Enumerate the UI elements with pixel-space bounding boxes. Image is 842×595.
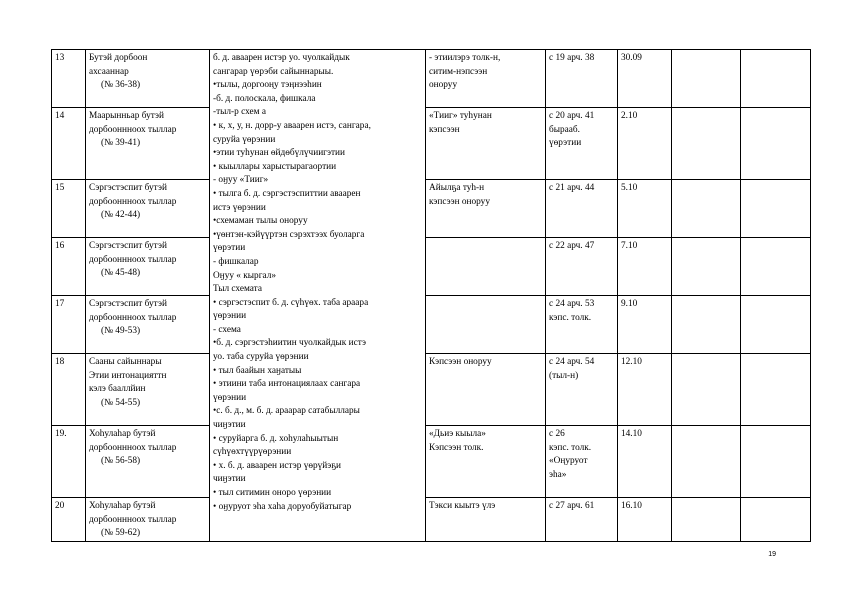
lesson-number-cell [52, 426, 86, 498]
lesson-topic-cell [86, 498, 210, 542]
lesson-content-cell [210, 50, 426, 542]
text-line: Маарынньар бутэй [89, 111, 164, 121]
text-line: - оӈуу «Тииг» [213, 175, 269, 186]
table-row [52, 108, 811, 180]
text-line: • этиини таба интонациялаах сангара [213, 379, 361, 390]
text-line: дорбооннноох тыллар [89, 312, 177, 323]
text-line: Кэпсээн оноруу [429, 357, 492, 367]
lesson-topic-cell [86, 354, 210, 426]
text-line: ахсааннар [89, 66, 129, 77]
text-line: - фишкалар [213, 256, 259, 267]
text-line: (тыл-н) [549, 370, 579, 381]
page-range: (№ 54-55) [101, 397, 141, 408]
text-line: дорбооннноох тыллар [89, 442, 177, 453]
text-line: «Тииг» туһунан [429, 111, 492, 121]
text-line: -тыл-р схем а [213, 107, 266, 118]
lesson-date: 12.10 [621, 357, 642, 367]
text-line: кэпсээн оноруу [429, 196, 490, 207]
text-line: Сэргэстэспит бутэй [89, 299, 167, 309]
empty-cell [672, 296, 741, 354]
empty-cell [741, 296, 811, 354]
text-line: с 20 арч. 41 [549, 111, 595, 121]
text-line: • тыл ситимин оноро үөрэнии [213, 488, 332, 498]
text-line: кэпс. толк. [549, 312, 592, 323]
text-line: Хоһулаһар бутэй [89, 429, 156, 439]
lesson-date: 14.10 [621, 429, 642, 439]
work-type-cell [426, 50, 546, 108]
text-line: Кэпсээн толк. [429, 442, 484, 453]
text-line: с 24 арч. 54 [549, 357, 595, 367]
text-line: дорбооннноох тыллар [89, 254, 177, 265]
lesson-number-cell [52, 50, 86, 108]
lesson-number-cell [52, 354, 86, 426]
text-line: •б. д. сэргэстэһиитин чуолкайдык истэ [213, 338, 366, 349]
text-line: Тыл схемата [213, 284, 262, 295]
text-line: с 21 арч. 44 [549, 183, 595, 193]
text-line: с 22 арч. 47 [549, 241, 595, 251]
text-line: •тылы, доргооӊу тэӊнээһин [213, 80, 322, 91]
work-type-cell [426, 426, 546, 498]
text-line: суруйа үөрэнии [213, 134, 276, 145]
lesson-number: 20 [55, 501, 65, 511]
empty-cell [672, 426, 741, 498]
work-type-cell [426, 498, 546, 542]
reference-cell [546, 50, 618, 108]
text-line: дорбооннноох тыллар [89, 124, 177, 135]
text-line: Этии интонацияттн [89, 370, 167, 381]
lesson-number: 16 [55, 241, 65, 251]
lesson-topic-cell [86, 426, 210, 498]
text-line: «Дьиэ кыыла» [429, 429, 486, 439]
table-row [52, 426, 811, 498]
empty-cell [672, 238, 741, 296]
text-line: •үөнтэн-кэйүүртэн сэрэхтээх буоларга [213, 229, 365, 240]
lesson-date: 30.09 [621, 53, 642, 63]
lesson-number: 14 [55, 111, 65, 121]
lesson-date: 2.10 [621, 111, 638, 121]
text-line: б. д. аваарен истэр уо. чуолкайдык [213, 53, 350, 63]
work-type-cell [426, 238, 546, 296]
lesson-number: 19. [55, 429, 67, 439]
reference-cell [546, 296, 618, 354]
reference-cell [546, 426, 618, 498]
page-range: (№ 36-38) [101, 80, 141, 91]
text-line: • тыл баайын хаӈатыы [213, 365, 302, 376]
text-line: Тэкси кыытэ үлэ [429, 501, 496, 511]
text-line: • оӈуруот эһа хаһа доруобуйатыгар [213, 501, 352, 512]
text-line: кэпс. толк. [549, 442, 592, 453]
page-range: (№ 56-58) [101, 456, 141, 467]
lesson-date: 16.10 [621, 501, 642, 511]
text-line: с 26 [549, 429, 565, 439]
reference-cell [546, 238, 618, 296]
text-line: Оӈуу « кыргал» [213, 270, 277, 281]
lesson-topic-cell [86, 50, 210, 108]
empty-cell [672, 354, 741, 426]
table-row [52, 180, 811, 238]
lesson-number: 18 [55, 357, 65, 367]
work-type-cell [426, 354, 546, 426]
text-line: уо. таба суруйа үөрэнии [213, 352, 309, 363]
text-line: • сэргэстэспит б. д. сүһүөх. таба араара [213, 297, 369, 308]
text-line: үөрэнии [213, 392, 247, 403]
empty-cell [741, 498, 811, 542]
text-line: с 24 арч. 53 [549, 299, 595, 309]
text-line: үөрэтии [549, 138, 582, 149]
page-range: (№ 42-44) [101, 210, 141, 221]
text-line: бырааб. [549, 124, 580, 135]
date-cell [618, 238, 672, 296]
lesson-topic-cell [86, 108, 210, 180]
reference-cell [546, 180, 618, 238]
table-row [52, 354, 811, 426]
lesson-date: 5.10 [621, 183, 638, 193]
text-line: чиӈэтии [213, 420, 246, 431]
lesson-number: 15 [55, 183, 65, 193]
text-line: • суруйарга б. д. хоһулаһыытын [213, 433, 339, 444]
work-type-cell [426, 180, 546, 238]
text-line: Сааны сайыннары [89, 357, 162, 367]
text-line: Хоһулаһар бутэй [89, 501, 156, 511]
lesson-number-cell [52, 498, 86, 542]
empty-cell [741, 50, 811, 108]
lesson-number-cell [52, 238, 86, 296]
text-line: - этиилэрэ толк-н, [429, 53, 501, 63]
lesson-date: 9.10 [621, 299, 638, 309]
page-number: 19 [768, 551, 776, 558]
empty-cell [741, 180, 811, 238]
text-line: эһа» [549, 469, 567, 480]
text-line: үөрэтии [213, 243, 246, 254]
text-line: дорбооннноох тыллар [89, 196, 177, 207]
lesson-topic-cell [86, 296, 210, 354]
text-line: Сэргэстэспит бутэй [89, 241, 167, 251]
date-cell [618, 426, 672, 498]
empty-cell [741, 108, 811, 180]
date-cell [618, 180, 672, 238]
table-row [52, 50, 811, 108]
date-cell [618, 498, 672, 542]
text-line: • кыыллары харыстырагаортии [213, 161, 337, 172]
text-line: кэлэ бааллйин [89, 384, 146, 395]
text-line: -б. д. полоскала, фишкала [213, 93, 316, 104]
text-line: чиӈэтии [213, 474, 246, 485]
page-range: (№ 59-62) [101, 528, 141, 539]
empty-cell [741, 354, 811, 426]
work-type-cell [426, 296, 546, 354]
text-line: «Оӊуруот [549, 456, 588, 467]
text-line: • к, х, у, н. дорр-у аваарен истэ, сангара, [213, 120, 371, 131]
lesson-date: 7.10 [621, 241, 638, 251]
reference-cell [546, 108, 618, 180]
text-line: сүһүөхтүүрүөрэнии [213, 447, 292, 458]
lesson-topic-cell [86, 238, 210, 296]
empty-cell [672, 498, 741, 542]
lesson-number: 17 [55, 299, 65, 309]
text-line: с 27 арч. 61 [549, 501, 595, 511]
reference-cell [546, 498, 618, 542]
text-line: •этии туһунан өйдөбүлүчиигэтии [213, 148, 345, 159]
date-cell [618, 108, 672, 180]
lesson-number-cell [52, 180, 86, 238]
date-cell [618, 354, 672, 426]
text-line: •с. б. д., м. б. д. араарар сатабыллары [213, 406, 360, 417]
empty-cell [672, 180, 741, 238]
text-line: үөрэнии [213, 311, 247, 322]
text-line: Айылҕа туһ-н [429, 183, 485, 193]
text-line: дорбооннноох тыллар [89, 514, 177, 525]
work-type-cell [426, 108, 546, 180]
text-line: • тылга б. д. сэргэстэспиттии аваарен [213, 188, 361, 199]
reference-cell [546, 354, 618, 426]
date-cell [618, 296, 672, 354]
table-row [52, 238, 811, 296]
lesson-topic-cell [86, 180, 210, 238]
text-line: ситим-нэпсээн [429, 66, 488, 77]
text-line: •схемаман тылы оноруу [213, 216, 308, 227]
table-row [52, 498, 811, 542]
date-cell [618, 50, 672, 108]
empty-cell [741, 238, 811, 296]
page-range: (№ 49-53) [101, 326, 141, 337]
text-line: с 19 арч. 38 [549, 53, 595, 63]
text-line: • х. б. д. аваарен истэр үөрүйэҕи [213, 460, 342, 471]
page-range: (№ 39-41) [101, 138, 141, 149]
empty-cell [672, 108, 741, 180]
text-line: Бутэй дорбоон [89, 53, 148, 63]
page-range: (№ 45-48) [101, 268, 141, 279]
lesson-number-cell [52, 296, 86, 354]
text-line: - схема [213, 324, 241, 335]
lesson-number-cell [52, 108, 86, 180]
empty-cell [672, 50, 741, 108]
text-line: сангарар үөрэби сайыннарыы. [213, 66, 334, 77]
table-row [52, 296, 811, 354]
text-line: кэпсээн [429, 124, 460, 135]
text-line: Сэргэстэспит бутэй [89, 183, 167, 193]
lesson-number: 13 [55, 53, 65, 63]
text-line: оноруу [429, 80, 458, 91]
text-line: истэ үөрэнии [213, 202, 266, 213]
lesson-plan-table [51, 49, 811, 542]
empty-cell [741, 426, 811, 498]
